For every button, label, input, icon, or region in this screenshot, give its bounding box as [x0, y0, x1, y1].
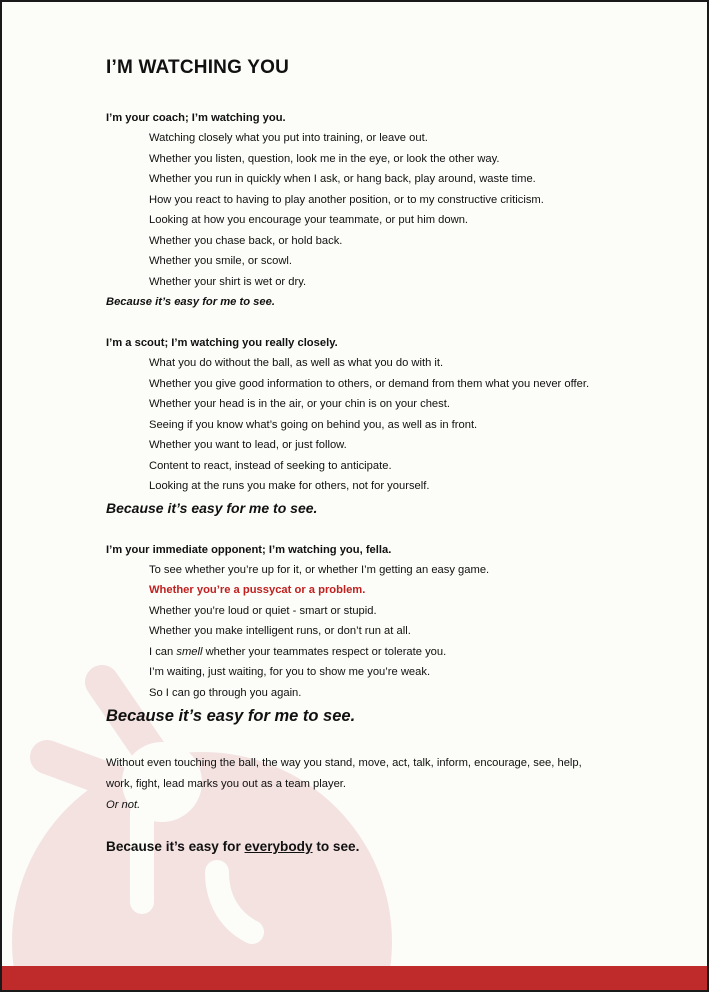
- list-item: Watching closely what you put into training, or leave out.: [149, 132, 428, 144]
- document-content: [106, 54, 606, 857]
- list-item: How you react to having to play another position, or to my constructive criticism.: [149, 193, 544, 206]
- text-fragment: whether your teammates respect or tolerate you.: [202, 645, 447, 658]
- list-item: To see whether you’re up for it, or whether I’m getting an easy game.: [149, 563, 490, 576]
- section-heading: I’m your coach; I’m watching you.: [106, 112, 286, 124]
- list-item: So I can go through you again.: [149, 686, 302, 699]
- list-item: Whether you chase back, or hold back.: [149, 234, 343, 247]
- list-item: Whether you make intelligent runs, or don’t run at all.: [149, 625, 411, 637]
- closing-section: [106, 753, 606, 857]
- list-item: Whether you give good information to others, or demand from them what you never offer.: [149, 377, 590, 390]
- text-fragment: to see.: [312, 839, 360, 854]
- list-item: Whether your head is in the air, or your chin is on your chest.: [149, 398, 450, 410]
- closing-paragraph: Without even touching the ball, the way you stand, move, act, talk, inform, encourage, see, help, work, fight, lead marks you out as a team player.: [106, 757, 582, 790]
- list-item: Content to react, instead of seeking to anticipate.: [149, 459, 392, 472]
- section-tagline: Because it’s easy for me to see.: [106, 499, 318, 516]
- closing-or-not: Or not.: [106, 799, 141, 811]
- section-heading: I’m your immediate opponent; I’m watching you, fella.: [106, 543, 392, 556]
- list-item: Looking at the runs you make for others, not for yourself.: [149, 480, 430, 492]
- list-item: I’m waiting, just waiting, for you to show me you’re weak.: [149, 666, 431, 678]
- footer-bar: [2, 966, 707, 990]
- closing-statement: [106, 837, 606, 857]
- section-scout: [106, 333, 606, 519]
- list-item: Looking at how you encourage your teammate, or put him down.: [149, 214, 469, 226]
- list-item: [106, 642, 606, 663]
- text-fragment: I can: [149, 645, 177, 658]
- text-fragment: Because it’s easy for: [106, 839, 245, 854]
- underlined-word: everybody: [244, 839, 313, 854]
- section-tagline: Because it’s easy for me to see.: [106, 296, 275, 308]
- section-opponent: [106, 540, 606, 730]
- list-item: Seeing if you know what’s going on behind you, as well as in front.: [149, 418, 478, 431]
- emphasized-word: smell: [176, 645, 203, 658]
- list-item: Whether you run in quickly when I ask, or hang back, play around, waste time.: [149, 173, 536, 185]
- section-tagline: Because it’s easy for me to see.: [106, 707, 356, 725]
- highlighted-list-item: Whether you’re a pussycat or a problem.: [149, 584, 366, 596]
- list-item: Whether you smile, or scowl.: [149, 255, 292, 267]
- list-item: Whether you’re loud or quiet - smart or stupid.: [149, 604, 377, 617]
- section-coach: [106, 108, 606, 312]
- list-item: Whether your shirt is wet or dry.: [149, 275, 307, 288]
- list-item: Whether you want to lead, or just follow.: [149, 439, 347, 451]
- list-item: What you do without the ball, as well as what you do with it.: [149, 357, 444, 369]
- page-title: I’M WATCHING YOU: [106, 57, 289, 78]
- section-heading: I’m a scout; I’m watching you really closely.: [106, 337, 338, 349]
- list-item: Whether you listen, question, look me in the eye, or look the other way.: [149, 152, 500, 165]
